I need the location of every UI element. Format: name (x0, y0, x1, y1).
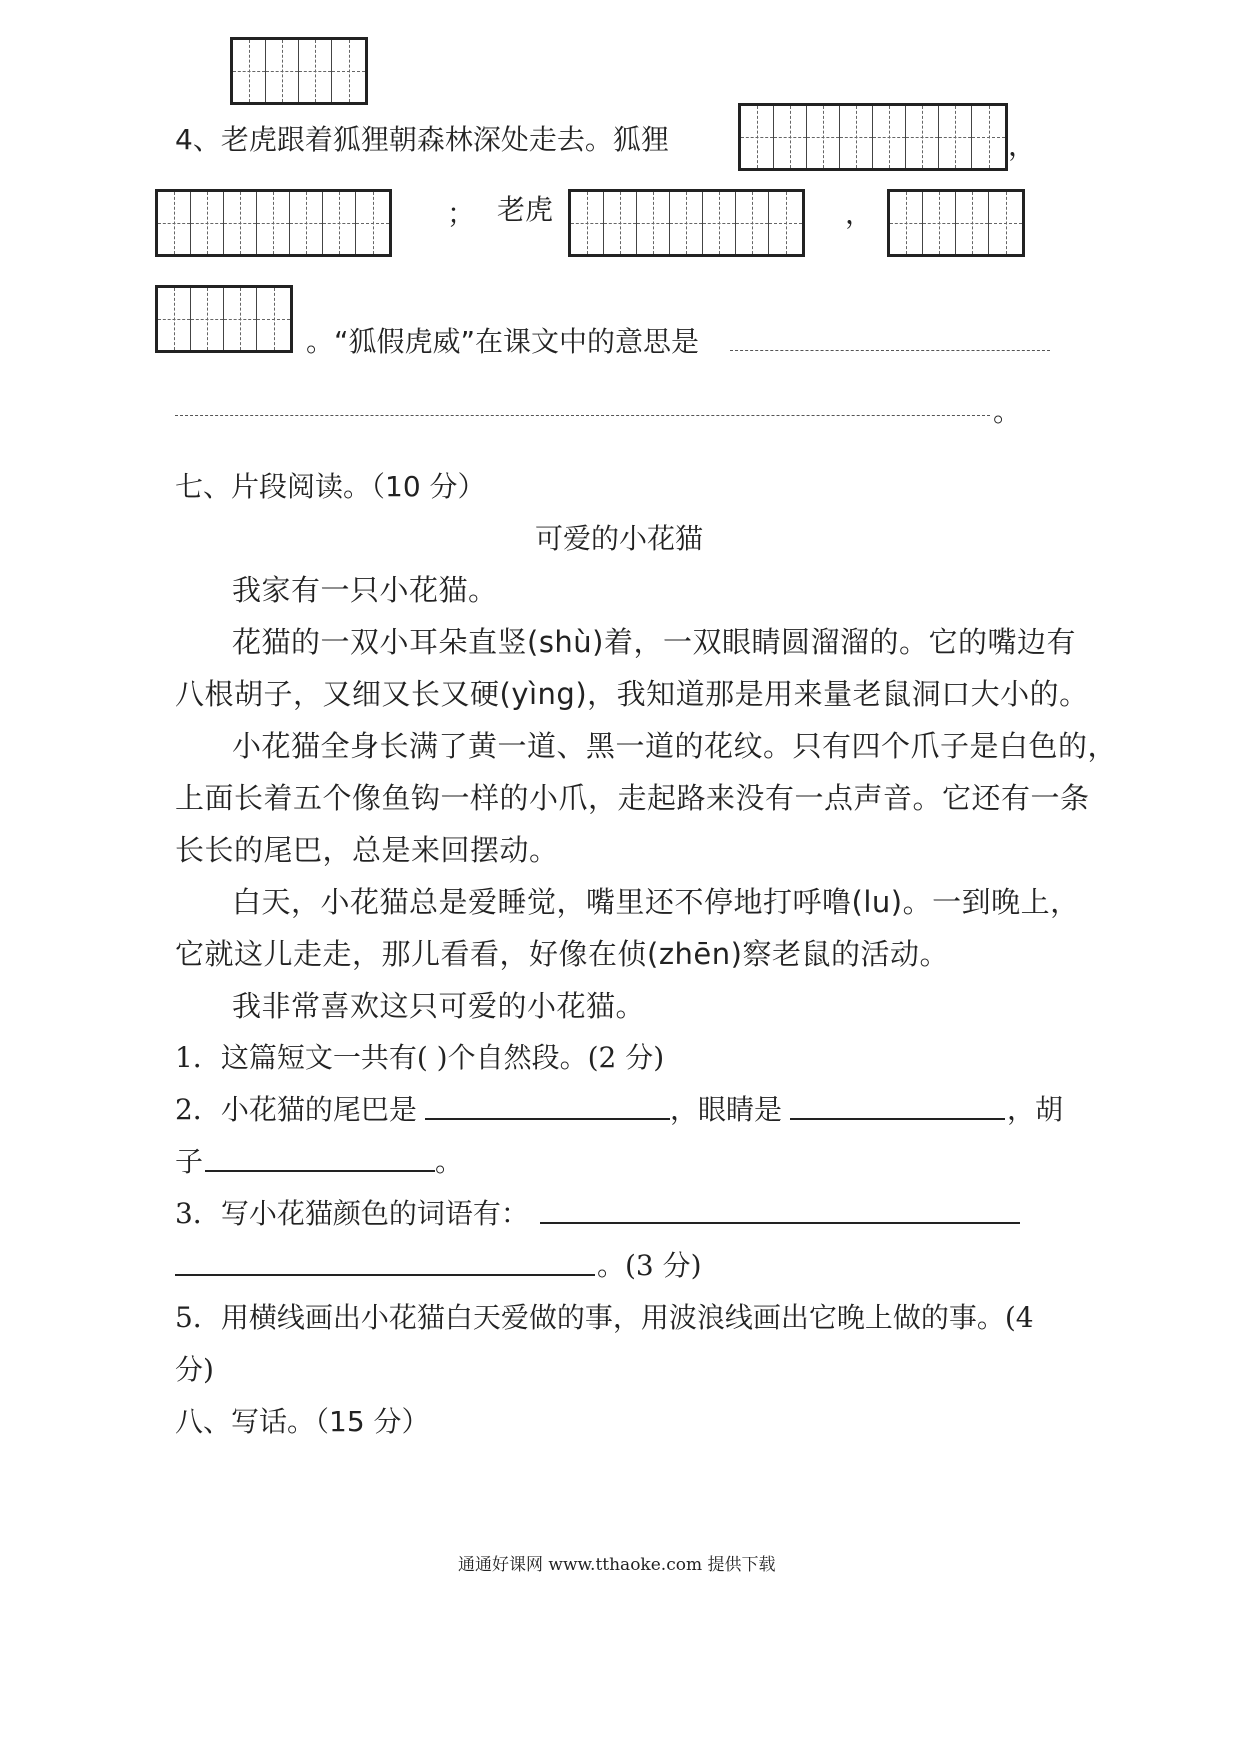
question-2-whiskers-2: 子 (175, 1145, 204, 1178)
question-2-end: 。 (435, 1145, 464, 1178)
passage-line-1: 我家有一只小花猫。 (232, 573, 498, 607)
question-2-start: 2．小花猫的尾巴是 (175, 1093, 417, 1126)
question-3-end: 。(3 分) (597, 1249, 702, 1282)
question-2-eyes: ，眼睛是 (670, 1093, 783, 1126)
q2-tail-answer[interactable] (425, 1118, 670, 1120)
section8-title: 八、写话。（15 分） (175, 1405, 430, 1438)
passage-line-6: 长长的尾巴，总是来回摆动。 (175, 833, 559, 867)
q4-answer-line-2[interactable] (175, 415, 990, 416)
question-5: 5．用横线画出小花猫白天爱做的事，用波浪线画出它晚上做的事。(4 (175, 1301, 1034, 1334)
passage-line-9: 我非常喜欢这只可爱的小花猫。 (232, 989, 646, 1023)
q4-tiger: 老虎 (497, 193, 554, 226)
q4-comma-1: ， (1008, 129, 1037, 162)
passage-line-3: 八根胡子，又细又长又硬(yìng)，我知道那是用来量老鼠洞口大小的。 (175, 677, 1089, 711)
passage-line-4: 小花猫全身长满了黄一道、黑一道的花纹。只有四个爪子是白色的， (232, 729, 1118, 763)
question-5-cont: 分) (175, 1353, 214, 1386)
q3-answer-line-1[interactable] (540, 1222, 1020, 1224)
char-grid-tiger-2[interactable] (887, 189, 1025, 257)
question-3: 3．写小花猫颜色的词语有： (175, 1197, 529, 1230)
q4-end-mark: 。 (993, 395, 1022, 428)
q4-semicolon: ； (447, 197, 476, 230)
q4-answer-line-1[interactable] (730, 350, 1050, 351)
passage-title: 可爱的小花猫 (535, 522, 704, 555)
footer-text: 通通好课网 www.tthaoke.com 提供下载 (458, 1555, 776, 1575)
passage-line-5: 上面长着五个像鱼钩一样的小爪，走起路来没有一点声音。它还有一条 (175, 781, 1090, 815)
q4-comma-2: ， (845, 197, 874, 230)
q4-label: 4、老虎跟着狐狸朝森林深处走去。狐狸 (175, 123, 669, 156)
q2-eyes-answer[interactable] (790, 1118, 1005, 1120)
char-grid-tiger-3[interactable] (155, 285, 293, 353)
char-grid-fox[interactable] (738, 103, 1008, 171)
q2-whiskers-answer[interactable] (205, 1170, 435, 1172)
passage-line-2: 花猫的一双小耳朵直竖(shù)着，一双眼睛圆溜溜的。它的嘴边有 (232, 625, 1076, 659)
section7-title: 七、片段阅读。（10 分） (175, 470, 486, 503)
q3-answer-line-2[interactable] (175, 1274, 595, 1276)
question-1: 1．这篇短文一共有( )个自然段。(2 分) (175, 1041, 665, 1074)
passage-line-8: 它就这儿走走，那儿看看，好像在侦(zhēn)察老鼠的活动。 (175, 937, 949, 971)
q4-meaning-prompt: 。“狐假虎威”在课文中的意思是 (306, 325, 700, 358)
question-2-whiskers: ，胡 (1007, 1093, 1064, 1126)
passage-line-7: 白天，小花猫总是爱睡觉，嘴里还不停地打呼噜(lu)。一到晚上， (232, 885, 1080, 919)
char-grid-fox-2[interactable] (155, 189, 392, 257)
char-grid-tiger[interactable] (568, 189, 805, 257)
char-grid-top[interactable] (230, 37, 368, 105)
